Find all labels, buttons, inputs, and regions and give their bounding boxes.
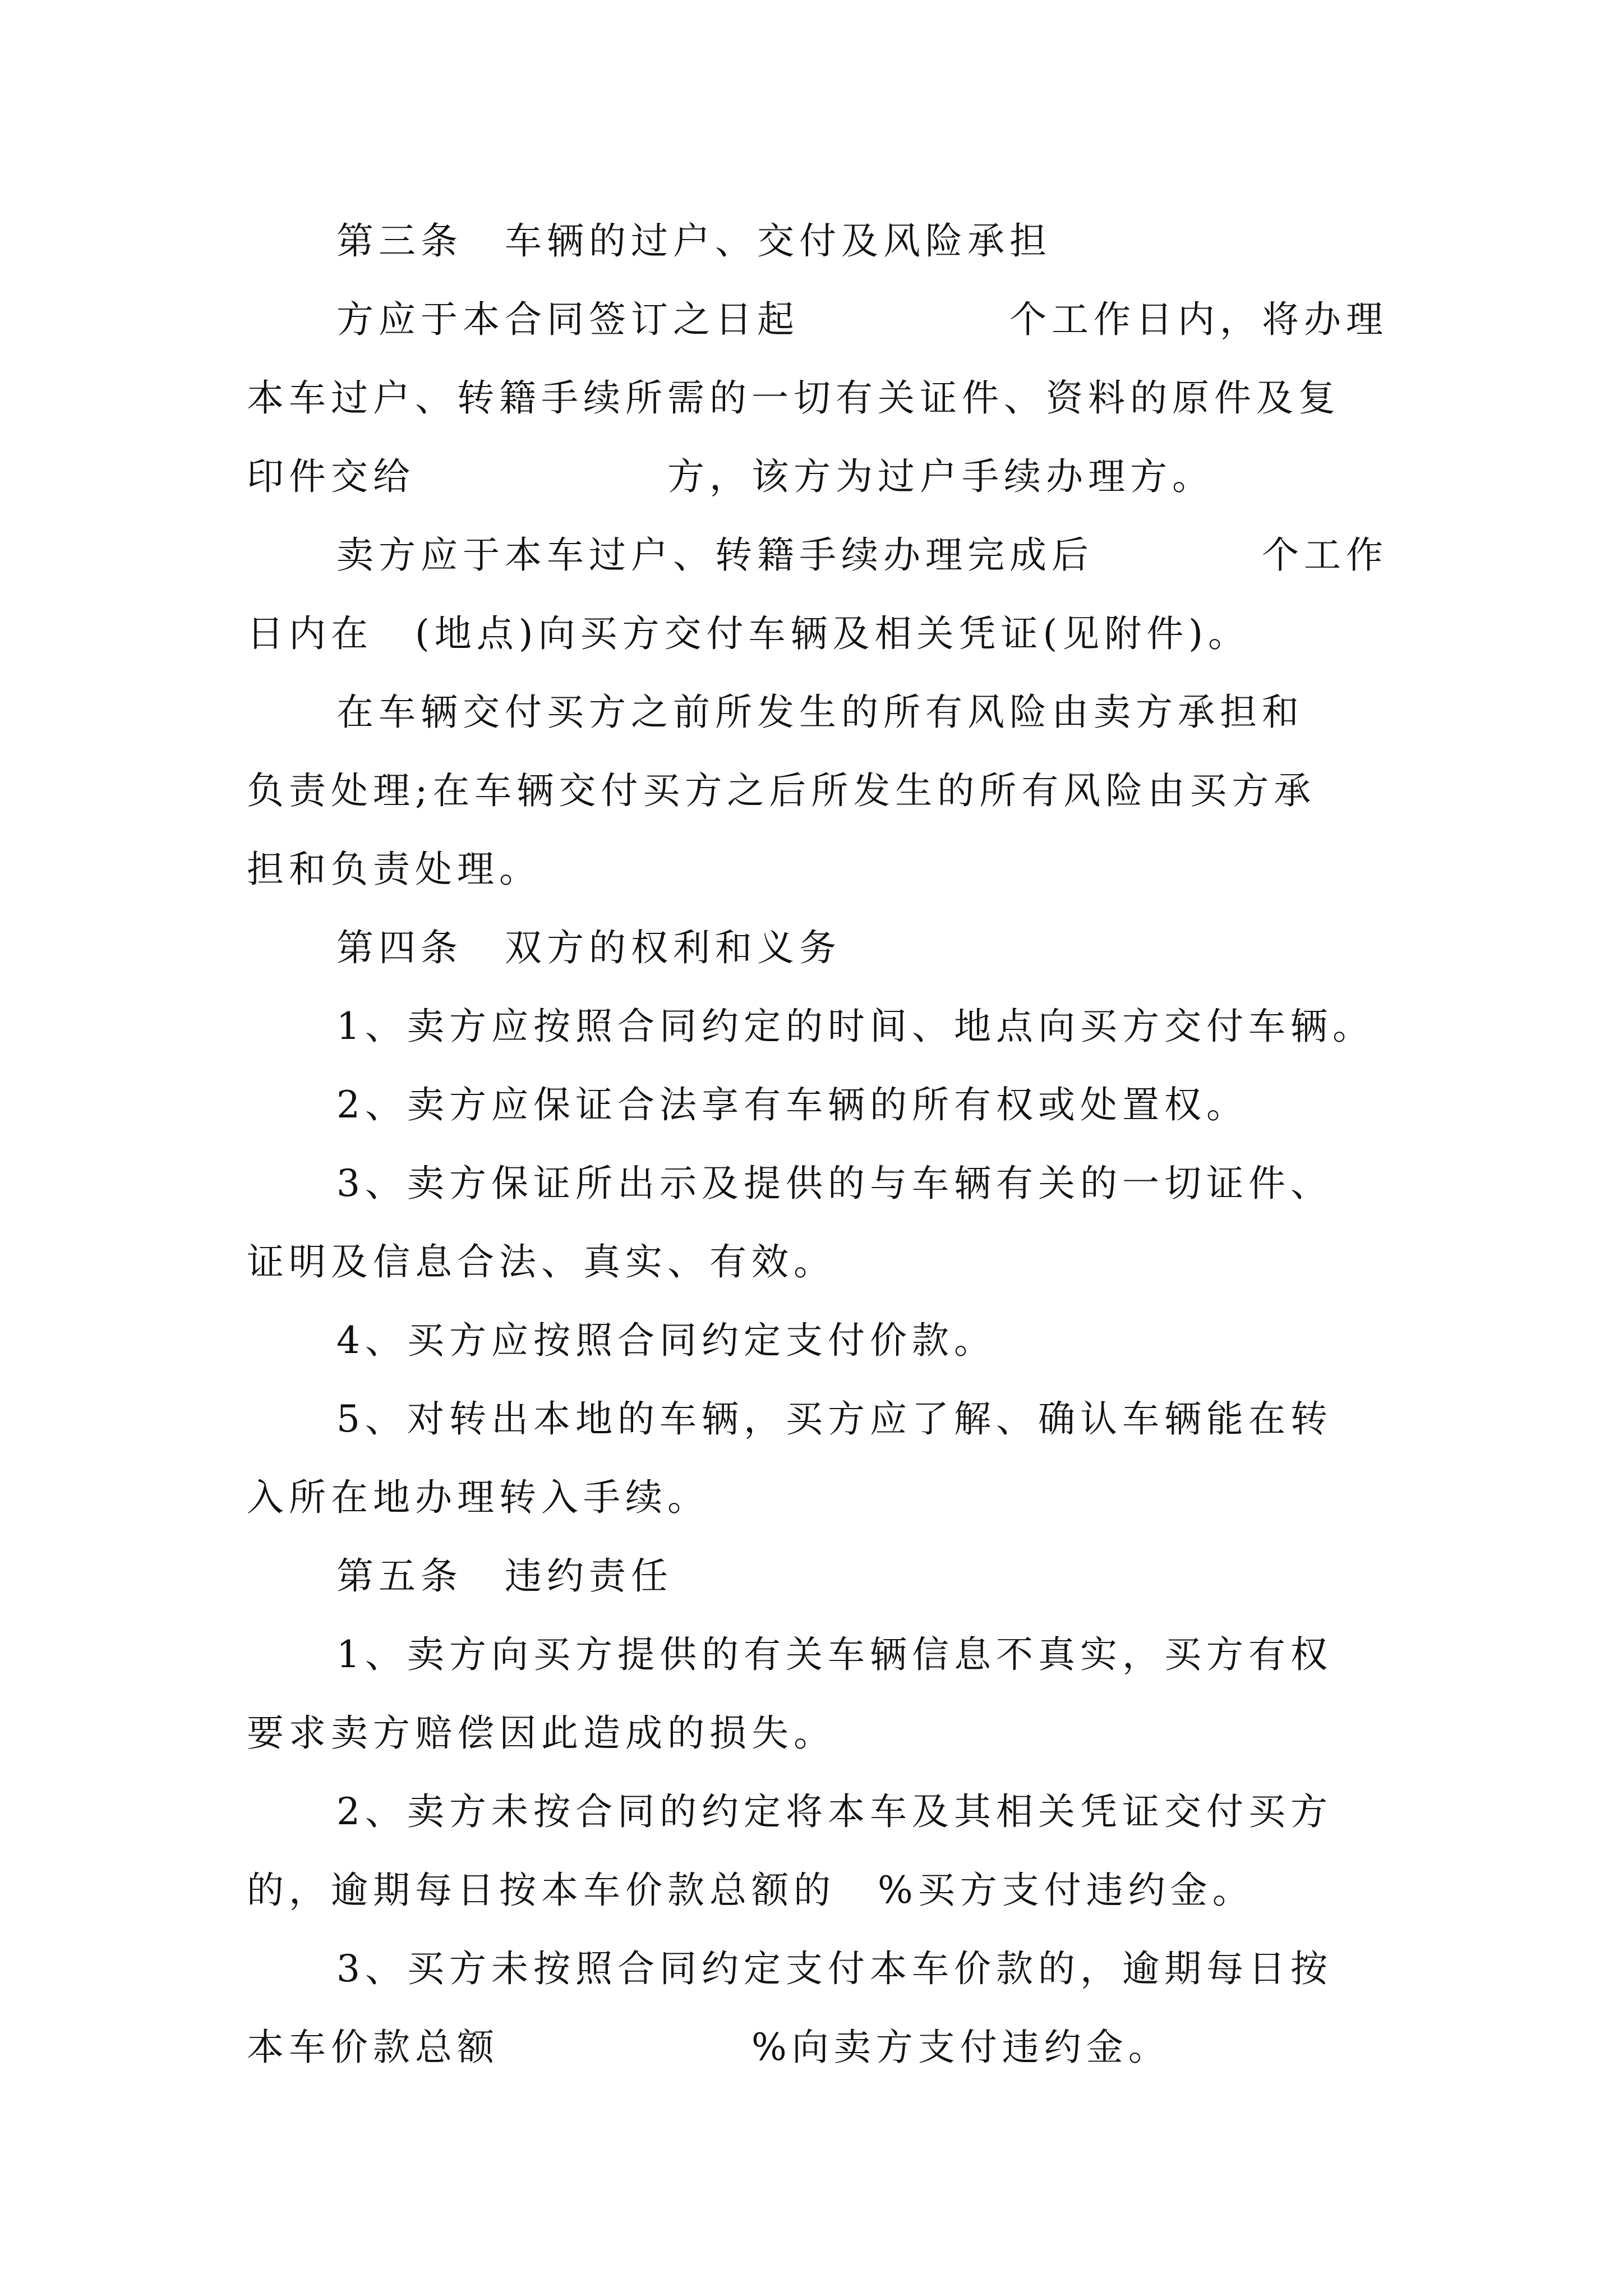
paragraph-line: 日内在 (地点)向买方交付车辆及相关凭证(见附件)。	[247, 612, 1250, 655]
article-4-heading: 第四条 双方的权利和义务	[336, 926, 841, 969]
list-item: 3、买方未按照合同约定支付本车价款的，逾期每日按	[336, 1947, 1332, 1990]
paragraph-line: 在车辆交付买方之前所发生的所有风险由卖方承担和	[336, 691, 1304, 734]
list-item: 3、卖方保证所出示及提供的与车辆有关的一切证件、	[336, 1162, 1332, 1205]
list-item-continuation: 本车价款总额 %向卖方支付违约金。	[247, 2026, 1170, 2069]
list-item: 1、卖方向买方提供的有关车辆信息不真实，买方有权	[336, 1633, 1332, 1676]
list-item: 4、买方应按照合同约定支付价款。	[336, 1319, 996, 1362]
list-item: 2、卖方应保证合法享有车辆的所有权或处置权。	[336, 1083, 1248, 1126]
list-item: 1、卖方应按照合同约定的时间、地点向买方交付车辆。	[336, 1005, 1375, 1048]
paragraph-line: 本车过户、转籍手续所需的一切有关证件、资料的原件及复	[247, 376, 1340, 420]
list-item-continuation: 的，逾期每日按本车价款总额的 %买方支付违约金。	[247, 1869, 1255, 1912]
list-item-continuation: 入所在地办理转入手续。	[247, 1476, 709, 1519]
paragraph-line: 担和负责处理。	[247, 848, 541, 891]
article-5-heading: 第五条 违约责任	[336, 1554, 673, 1598]
list-item: 5、对转出本地的车辆，买方应了解、确认车辆能在转	[336, 1397, 1332, 1441]
article-3-heading: 第三条 车辆的过户、交付及风险承担	[336, 219, 1052, 263]
list-item-continuation: 证明及信息合法、真实、有效。	[247, 1240, 836, 1283]
paragraph-line: 负责处理;在车辆交付买方之后所发生的所有风险由买方承	[247, 769, 1316, 812]
paragraph-line: 印件交给 方，该方为过户手续办理方。	[247, 455, 1214, 498]
paragraph-line: 方应于本合同签订之日起 个工作日内，将办理	[336, 298, 1388, 341]
list-item: 2、卖方未按合同的约定将本车及其相关凭证交付买方	[336, 1790, 1332, 1833]
paragraph-line: 卖方应于本车过户、转籍手续办理完成后 个工作	[336, 533, 1388, 577]
list-item-continuation: 要求卖方赔偿因此造成的损失。	[247, 1711, 836, 1755]
